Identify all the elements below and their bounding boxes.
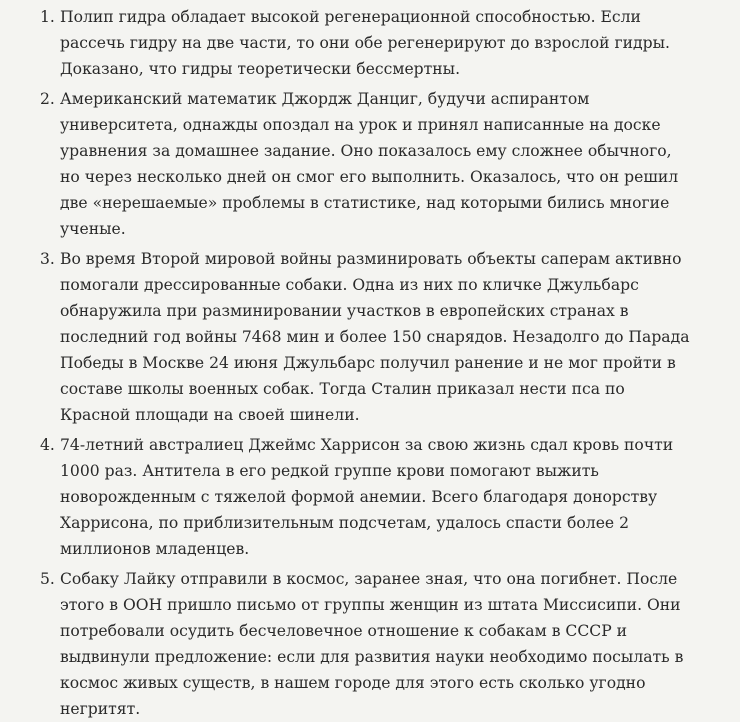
list-item-number: 4.	[40, 436, 55, 454]
list-item-number: 5.	[40, 570, 55, 588]
list-item-text: Полип гидра обладает высокой регенерационной способностью. Если рассечь гидру на две части, то они обе регенерируют до взрослой гидры. Доказано, что гидры теоретически бессмертны.	[60, 8, 670, 78]
list-item-text: 74-летний австралиец Джеймс Харрисон за свою жизнь сдал кровь почти 1000 раз. Антитела в его редкой группе крови помогают выжить новорожденным с тяжелой формой анемии. Всего благодаря донорству Харрисона, по приблизительным подсчетам, удалось спасти более 2 миллионов младенцев.	[60, 436, 674, 558]
list-item	[40, 4, 692, 82]
list-item-text: Собаку Лайку отправили в космос, заранее зная, что она погибнет. После этого в ООН пришло письмо от группы женщин из штата Миссисипи. Они потребовали осудить бесчеловечное отношение к собакам в СССР и выдвинули предложение: если для развития науки необходимо посылать в космос живых существ, в нашем городе для этого есть сколько угодно негритят.	[60, 570, 684, 718]
list-item	[40, 246, 692, 428]
list-item-number: 3.	[40, 250, 55, 268]
list-item-text: Во время Второй мировой войны разминировать объекты саперам активно помогали дрессированные собаки. Одна из них по кличке Джульбарс обнаружила при разминировании участков в европейских странах в последний год войны 7468 мин и более 150 снарядов. Незадолго до Парада Победы в Москве 24 июня Джульбарс получил ранение и не мог пройти в составе школы военных собак. Тогда Сталин приказал нести пса по Красной площади на своей шинели.	[60, 250, 690, 424]
list-item-text: Американский математик Джордж Данциг, будучи аспирантом университета, однажды опоздал на урок и принял написанные на доске уравнения за домашнее задание. Оно показалось ему сложнее обычного, но через несколько дней он смог его выполнить. Оказалось, что он решил две «нерешаемые» проблемы в статистике, над которыми бились многие ученые.	[60, 90, 679, 238]
facts-list	[0, 4, 740, 722]
list-item	[40, 432, 692, 562]
list-item-number: 1.	[40, 8, 55, 26]
list-item	[40, 566, 692, 722]
list-item-number: 2.	[40, 90, 55, 108]
list-item	[40, 86, 692, 242]
